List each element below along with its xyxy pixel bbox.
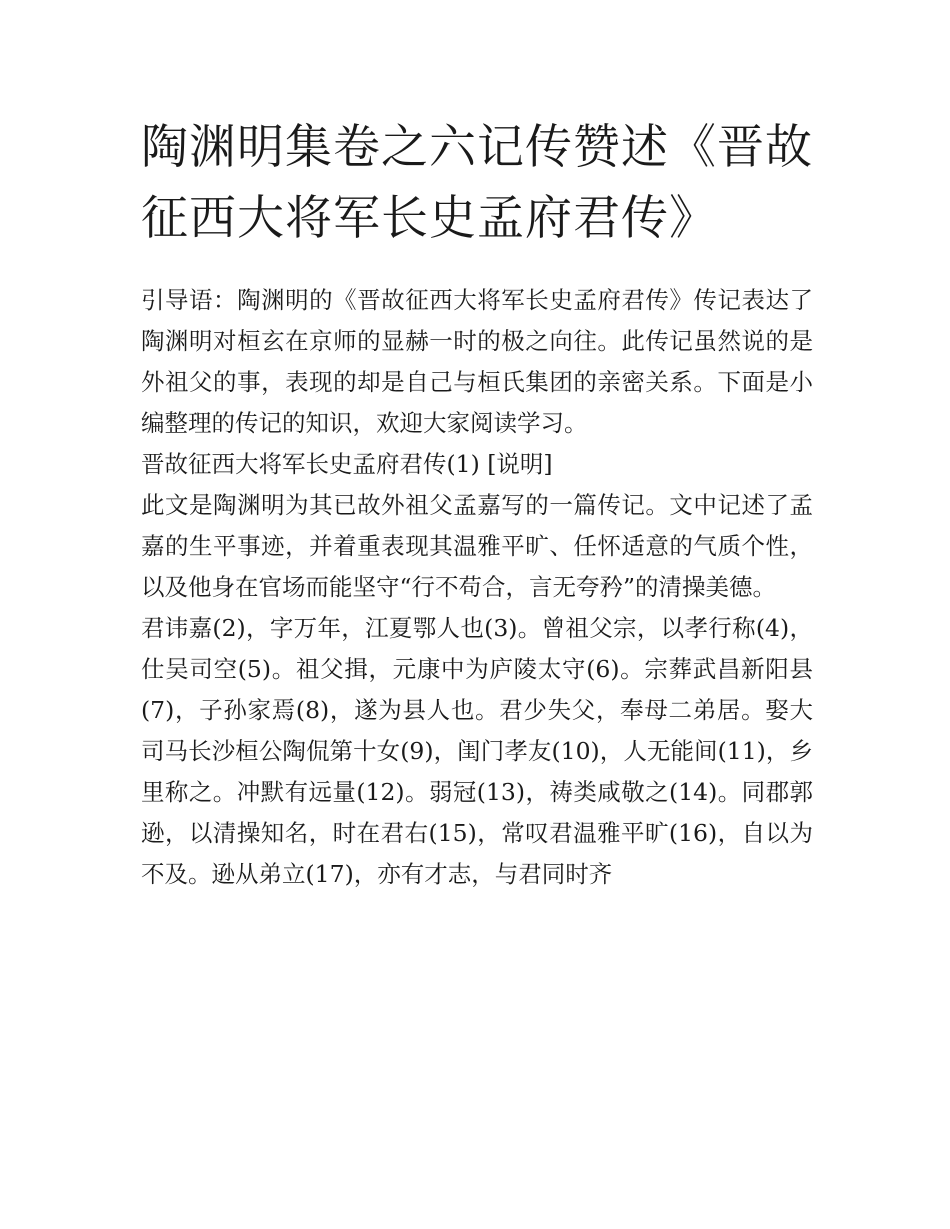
document-title: 陶渊明集卷之六记传赞述《晋故征西大将军长史孟府君传》	[141, 120, 813, 246]
section-heading: 晋故征西大将军长史孟府君传(1) [说明]	[141, 450, 553, 478]
explanation-paragraph: 此文是陶渊明为其已故外祖父孟嘉写的一篇传记。文中记述了孟嘉的生平事迹，并着重表现其温雅平旷、任怀适意的气质个性，以及他身在官场而能坚守“行不苟合，言无夸矜”的清操美德。	[141, 491, 813, 601]
document-page	[141, 112, 813, 895]
intro-paragraph: 引导语：陶渊明的《晋故征西大将军长史孟府君传》传记表达了陶渊明对桓玄在京师的显赫一时的极之向往。此传记虽然说的是外祖父的事，表现的却是自己与桓氏集团的亲密关系。下面是小编整理的传记的知识，欢迎大家阅读学习。	[141, 286, 813, 437]
document-body	[141, 280, 813, 895]
main-text-paragraph: 君讳嘉(2)，字万年，江夏鄂人也(3)。曾祖父宗，以孝行称(4)，仕吴司空(5)。祖父揖，元康中为庐陵太守(6)。宗葬武昌新阳县(7)，子孙家焉(8)，遂为县人也。君少失父，奉母二弟居。娶大司马长沙桓公陶侃第十女(9)，闺门孝友(10)，人无能间(11)，乡里称之。冲默有远量(12)。弱冠(13)，祷类咸敬之(14)。同郡郭逊，以清操知名，时在君右(15)，常叹君温雅平旷(16)，自以为不及。逊从弟立(17)，亦有才志，与君同时齐	[141, 614, 813, 888]
